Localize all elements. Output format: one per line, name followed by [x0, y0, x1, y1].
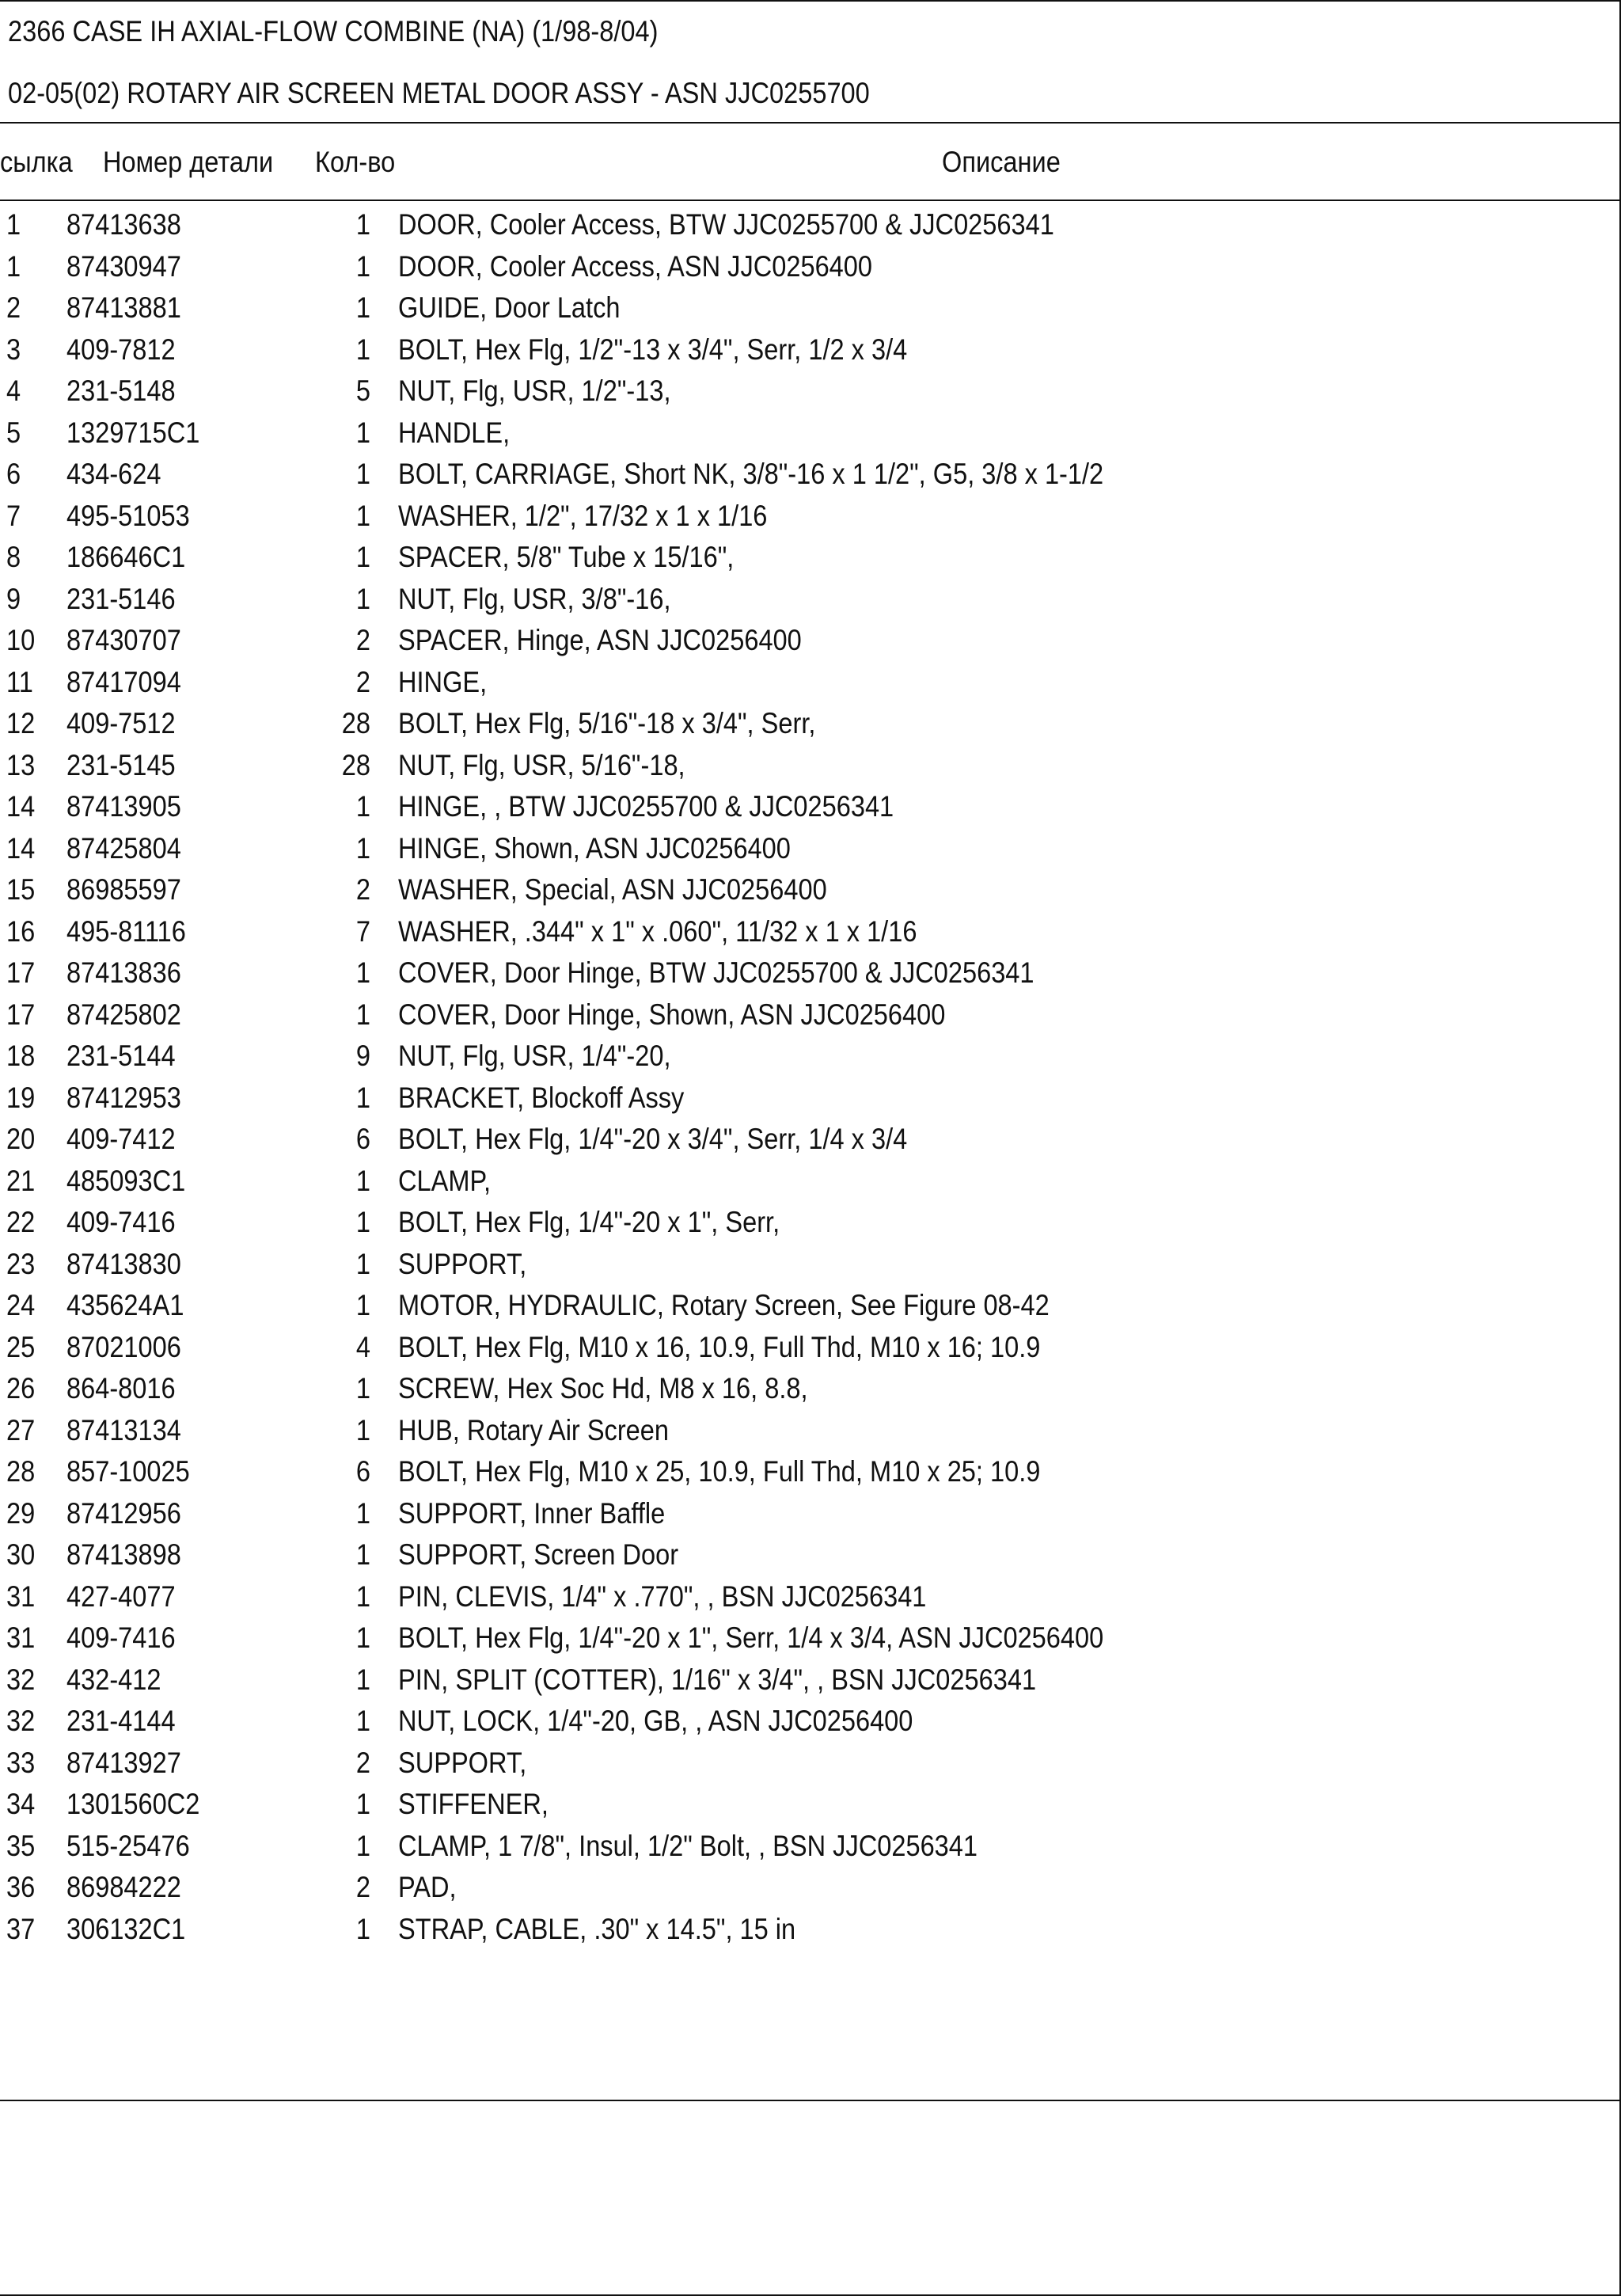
quantity-cell: 1 [355, 582, 370, 615]
table-row [0, 1826, 1621, 1867]
table-row [0, 1784, 1621, 1825]
description-cell: CLAMP, [398, 1164, 492, 1197]
part-number-cell: 231-5148 [66, 374, 176, 407]
description-cell: PIN, CLEVIS, 1/4" x .770", , BSN JJC0256341 [398, 1579, 927, 1613]
quantity-cell: 1 [355, 541, 370, 573]
description-cell: BOLT, Hex Flg, 1/2"-13 x 3/4", Serr, 1/2 x 3/4 [398, 333, 908, 366]
description-cell: NUT, Flg, USR, 1/4"-20, [398, 1040, 671, 1072]
quantity-cell: 1 [355, 790, 370, 823]
table-row [0, 911, 1621, 952]
part-number-cell: 1329715C1 [66, 416, 200, 449]
table-row [0, 579, 1621, 620]
table-row [0, 1368, 1621, 1409]
table-row [0, 1285, 1621, 1326]
quantity-cell: 1 [355, 1912, 370, 1945]
document-title: 2366 CASE IH AXIAL-FLOW COMBINE (NA) (1/98-8/04) [8, 15, 659, 48]
ref-cell: 22 [6, 1206, 36, 1238]
quantity-cell: 6 [355, 1455, 370, 1488]
quantity-cell: 1 [355, 1621, 370, 1654]
quantity-cell: 1 [355, 1829, 370, 1862]
description-cell: WASHER, .344" x 1" x .060", 11/32 x 1 x 1/16 [398, 914, 917, 948]
description-cell: BOLT, Hex Flg, M10 x 25, 10.9, Full Thd, M10 x 25; 10.9 [398, 1455, 1041, 1488]
table-row [0, 1244, 1621, 1285]
quantity-cell: 5 [355, 374, 370, 407]
quantity-cell: 1 [355, 249, 370, 283]
table-row [0, 1202, 1621, 1243]
ref-cell: 9 [6, 582, 21, 615]
ref-cell: 13 [6, 748, 36, 781]
quantity-cell: 1 [355, 1538, 370, 1571]
ref-cell: 26 [6, 1372, 36, 1405]
part-number-cell: 87413830 [66, 1247, 181, 1280]
quantity-cell: 1 [355, 208, 370, 241]
ref-cell: 31 [6, 1621, 36, 1654]
part-number-cell: 87413898 [66, 1538, 181, 1571]
ref-cell: 27 [6, 1413, 36, 1446]
ref-cell: 37 [6, 1912, 36, 1945]
table-row [0, 1743, 1621, 1784]
ref-cell: 16 [6, 914, 36, 948]
part-number-cell: 1301560C2 [66, 1788, 200, 1820]
part-number-cell: 87417094 [66, 665, 181, 698]
description-cell: BOLT, Hex Flg, M10 x 16, 10.9, Full Thd, M10 x 16; 10.9 [398, 1330, 1041, 1363]
description-cell: NUT, Flg, USR, 1/2"-13, [398, 374, 671, 407]
table-row [0, 1701, 1621, 1742]
quantity-cell: 1 [355, 831, 370, 865]
part-number-cell: 87430707 [66, 624, 181, 656]
description-cell: BOLT, CARRIAGE, Short NK, 3/8"-16 x 1 1/2", G5, 3/8 x 1-1/2 [398, 458, 1104, 490]
part-number-cell: 86984222 [66, 1871, 181, 1903]
description-cell: BOLT, Hex Flg, 1/4"-20 x 1", Serr, [398, 1206, 780, 1238]
ref-cell: 36 [6, 1871, 36, 1903]
quantity-cell: 1 [355, 1663, 370, 1696]
part-number-cell: 485093C1 [66, 1164, 186, 1197]
table-row [0, 1036, 1621, 1077]
table-row [0, 869, 1621, 910]
part-number-cell: 409-7416 [66, 1621, 176, 1654]
part-number-cell: 427-4077 [66, 1579, 176, 1613]
description-cell: STIFFENER, [398, 1788, 549, 1820]
part-number-cell: 231-5146 [66, 582, 176, 615]
part-number-cell: 306132C1 [66, 1912, 186, 1945]
description-cell: BOLT, Hex Flg, 1/4"-20 x 3/4", Serr, 1/4 x 3/4 [398, 1123, 908, 1155]
ref-cell: 1 [6, 208, 21, 241]
part-number-cell: 87021006 [66, 1330, 181, 1363]
table-row [0, 246, 1621, 287]
column-header-description: Описание [942, 146, 1061, 178]
part-number-cell: 495-51053 [66, 499, 190, 532]
description-cell: DOOR, Cooler Access, ASN JJC0256400 [398, 249, 873, 283]
ref-cell: 30 [6, 1538, 36, 1571]
table-row [0, 1576, 1621, 1617]
table-row [0, 1867, 1621, 1908]
table-row [0, 1493, 1621, 1534]
description-cell: NUT, LOCK, 1/4"-20, GB, , ASN JJC0256400 [398, 1705, 913, 1737]
table-row [0, 1659, 1621, 1701]
part-number-cell: 515-25476 [66, 1829, 190, 1862]
quantity-cell: 1 [355, 1289, 370, 1321]
ref-cell: 18 [6, 1040, 36, 1072]
quantity-cell: 2 [355, 665, 370, 698]
ref-cell: 31 [6, 1579, 36, 1613]
part-number-cell: 87413881 [66, 291, 181, 324]
part-number-cell: 87413927 [66, 1746, 181, 1779]
table-row [0, 745, 1621, 786]
table-row [0, 1617, 1621, 1659]
table-row [0, 1451, 1621, 1492]
description-cell: NUT, Flg, USR, 3/8"-16, [398, 582, 671, 615]
table-row [0, 1161, 1621, 1202]
part-number-cell: 186646C1 [66, 541, 186, 573]
description-cell: SCREW, Hex Soc Hd, M8 x 16, 8.8, [398, 1372, 808, 1405]
part-number-cell: 231-5145 [66, 748, 176, 781]
description-cell: GUIDE, Door Latch [398, 291, 621, 324]
ref-cell: 25 [6, 1330, 36, 1363]
table-row [0, 952, 1621, 994]
ref-cell: 33 [6, 1746, 36, 1779]
column-header-part-number: Номер детали [103, 146, 274, 178]
ref-cell: 11 [6, 665, 33, 698]
quantity-cell: 1 [355, 1164, 370, 1197]
part-number-cell: 409-7512 [66, 707, 176, 739]
table-row [0, 204, 1621, 245]
part-number-cell: 231-5144 [66, 1040, 176, 1072]
ref-cell: 24 [6, 1289, 36, 1321]
quantity-cell: 2 [355, 624, 370, 656]
ref-cell: 1 [6, 249, 21, 283]
table-header-divider [0, 200, 1621, 201]
part-number-cell: 435624A1 [66, 1289, 184, 1321]
description-cell: PIN, SPLIT (COTTER), 1/16" x 3/4", , BSN JJC0256341 [398, 1663, 1037, 1696]
table-row [0, 329, 1621, 371]
ref-cell: 17 [6, 956, 36, 989]
quantity-cell: 2 [355, 1746, 370, 1779]
ref-cell: 2 [6, 291, 21, 324]
description-cell: HINGE, Shown, ASN JJC0256400 [398, 831, 791, 865]
part-number-cell: 857-10025 [66, 1455, 190, 1488]
ref-cell: 8 [6, 541, 21, 573]
table-row [0, 662, 1621, 703]
column-header-ref: сылка [0, 146, 73, 178]
quantity-cell: 1 [355, 291, 370, 324]
description-cell: SUPPORT, [398, 1247, 527, 1280]
quantity-cell: 7 [355, 914, 370, 948]
quantity-cell: 2 [355, 873, 370, 906]
ref-cell: 17 [6, 998, 36, 1031]
part-number-cell: 409-7412 [66, 1123, 176, 1155]
description-cell: WASHER, 1/2", 17/32 x 1 x 1/16 [398, 499, 768, 532]
part-number-cell: 87413134 [66, 1413, 181, 1446]
ref-cell: 3 [6, 333, 21, 366]
table-row [0, 828, 1621, 869]
description-cell: COVER, Door Hinge, BTW JJC0255700 & JJC0256341 [398, 956, 1034, 989]
ref-cell: 35 [6, 1829, 36, 1862]
description-cell: SPACER, 5/8" Tube x 15/16", [398, 541, 735, 573]
ref-cell: 21 [6, 1164, 36, 1197]
quantity-cell: 4 [355, 1330, 370, 1363]
ref-cell: 19 [6, 1081, 36, 1114]
quantity-cell: 1 [355, 458, 370, 490]
quantity-cell: 1 [355, 333, 370, 366]
quantity-cell: 1 [355, 1705, 370, 1737]
quantity-cell: 2 [355, 1871, 370, 1903]
ref-cell: 12 [6, 707, 36, 739]
ref-cell: 23 [6, 1247, 36, 1280]
ref-cell: 10 [6, 624, 36, 656]
quantity-cell: 1 [355, 998, 370, 1031]
table-row [0, 496, 1621, 537]
table-row [0, 1410, 1621, 1451]
table-row [0, 1078, 1621, 1119]
quantity-cell: 1 [355, 1579, 370, 1613]
part-number-cell: 495-81116 [66, 914, 186, 948]
ref-cell: 14 [6, 790, 36, 823]
table-row [0, 454, 1621, 495]
description-cell: COVER, Door Hinge, Shown, ASN JJC0256400 [398, 998, 946, 1031]
part-number-cell: 409-7812 [66, 333, 176, 366]
part-number-cell: 87425802 [66, 998, 181, 1031]
table-row [0, 537, 1621, 578]
description-cell: PAD, [398, 1871, 457, 1903]
part-number-cell: 434-624 [66, 458, 161, 490]
quantity-cell: 1 [355, 1247, 370, 1280]
quantity-cell: 6 [355, 1123, 370, 1155]
description-cell: SUPPORT, Inner Baffle [398, 1496, 666, 1530]
ref-cell: 32 [6, 1663, 36, 1696]
quantity-cell: 1 [355, 416, 370, 449]
description-cell: SUPPORT, Screen Door [398, 1538, 679, 1571]
quantity-cell: 1 [355, 1413, 370, 1446]
ref-cell: 34 [6, 1788, 36, 1820]
ref-cell: 29 [6, 1496, 36, 1530]
ref-cell: 14 [6, 831, 36, 865]
part-number-cell: 87430947 [66, 249, 181, 283]
description-cell: CLAMP, 1 7/8", Insul, 1/2" Bolt, , BSN JJC0256341 [398, 1829, 978, 1862]
part-number-cell: 432-412 [66, 1663, 161, 1696]
description-cell: BRACKET, Blockoff Assy [398, 1081, 685, 1114]
table-row [0, 1534, 1621, 1576]
quantity-cell: 1 [355, 1788, 370, 1820]
footer-area [0, 2101, 1621, 2291]
description-cell: DOOR, Cooler Access, BTW JJC0255700 & JJC0256341 [398, 208, 1054, 241]
part-number-cell: 86985597 [66, 873, 181, 906]
ref-cell: 7 [6, 499, 21, 532]
quantity-cell: 1 [355, 956, 370, 989]
part-number-cell: 87412956 [66, 1496, 181, 1530]
header-divider [0, 122, 1621, 124]
quantity-cell: 1 [355, 499, 370, 532]
ref-cell: 32 [6, 1705, 36, 1737]
table-row [0, 1327, 1621, 1368]
column-header-quantity: Кол-во [315, 146, 396, 178]
quantity-cell: 1 [355, 1081, 370, 1114]
ref-cell: 20 [6, 1123, 36, 1155]
ref-cell: 4 [6, 374, 21, 407]
table-row [0, 412, 1621, 454]
description-cell: SUPPORT, [398, 1746, 527, 1779]
part-number-cell: 87413905 [66, 790, 181, 823]
description-cell: MOTOR, HYDRAULIC, Rotary Screen, See Figure 08-42 [398, 1289, 1050, 1321]
assembly-subtitle: 02-05(02) ROTARY AIR SCREEN METAL DOOR ASSY - ASN JJC0255700 [8, 77, 870, 109]
ref-cell: 15 [6, 873, 36, 906]
ref-cell: 28 [6, 1455, 36, 1488]
description-cell: HINGE, , BTW JJC0255700 & JJC0256341 [398, 790, 894, 823]
part-number-cell: 87413836 [66, 956, 181, 989]
description-cell: BOLT, Hex Flg, 1/4"-20 x 1", Serr, 1/4 x 3/4, ASN JJC0256400 [398, 1621, 1104, 1654]
quantity-cell: 9 [355, 1040, 370, 1072]
description-cell: SPACER, Hinge, ASN JJC0256400 [398, 624, 802, 656]
quantity-cell: 1 [355, 1496, 370, 1530]
part-number-cell: 409-7416 [66, 1206, 176, 1238]
description-cell: STRAP, CABLE, .30" x 14.5", 15 in [398, 1912, 796, 1945]
description-cell: BOLT, Hex Flg, 5/16"-18 x 3/4", Serr, [398, 707, 816, 739]
description-cell: HUB, Rotary Air Screen [398, 1413, 670, 1446]
description-cell: NUT, Flg, USR, 5/16"-18, [398, 748, 685, 781]
quantity-cell: 28 [341, 707, 370, 739]
part-number-cell: 87413638 [66, 208, 181, 241]
table-row [0, 994, 1621, 1036]
table-row [0, 1119, 1621, 1160]
table-row [0, 703, 1621, 744]
table-row [0, 1909, 1621, 1950]
description-cell: WASHER, Special, ASN JJC0256400 [398, 873, 827, 906]
ref-cell: 6 [6, 458, 21, 490]
part-number-cell: 864-8016 [66, 1372, 176, 1405]
quantity-cell: 1 [355, 1372, 370, 1405]
description-cell: HINGE, [398, 665, 488, 698]
table-row [0, 786, 1621, 827]
table-row [0, 620, 1621, 661]
quantity-cell: 28 [341, 748, 370, 781]
description-cell: HANDLE, [398, 416, 511, 449]
part-number-cell: 87425804 [66, 831, 181, 865]
part-number-cell: 231-4144 [66, 1705, 176, 1737]
part-number-cell: 87412953 [66, 1081, 181, 1114]
table-row [0, 371, 1621, 412]
ref-cell: 5 [6, 416, 21, 449]
quantity-cell: 1 [355, 1206, 370, 1238]
table-row [0, 287, 1621, 329]
